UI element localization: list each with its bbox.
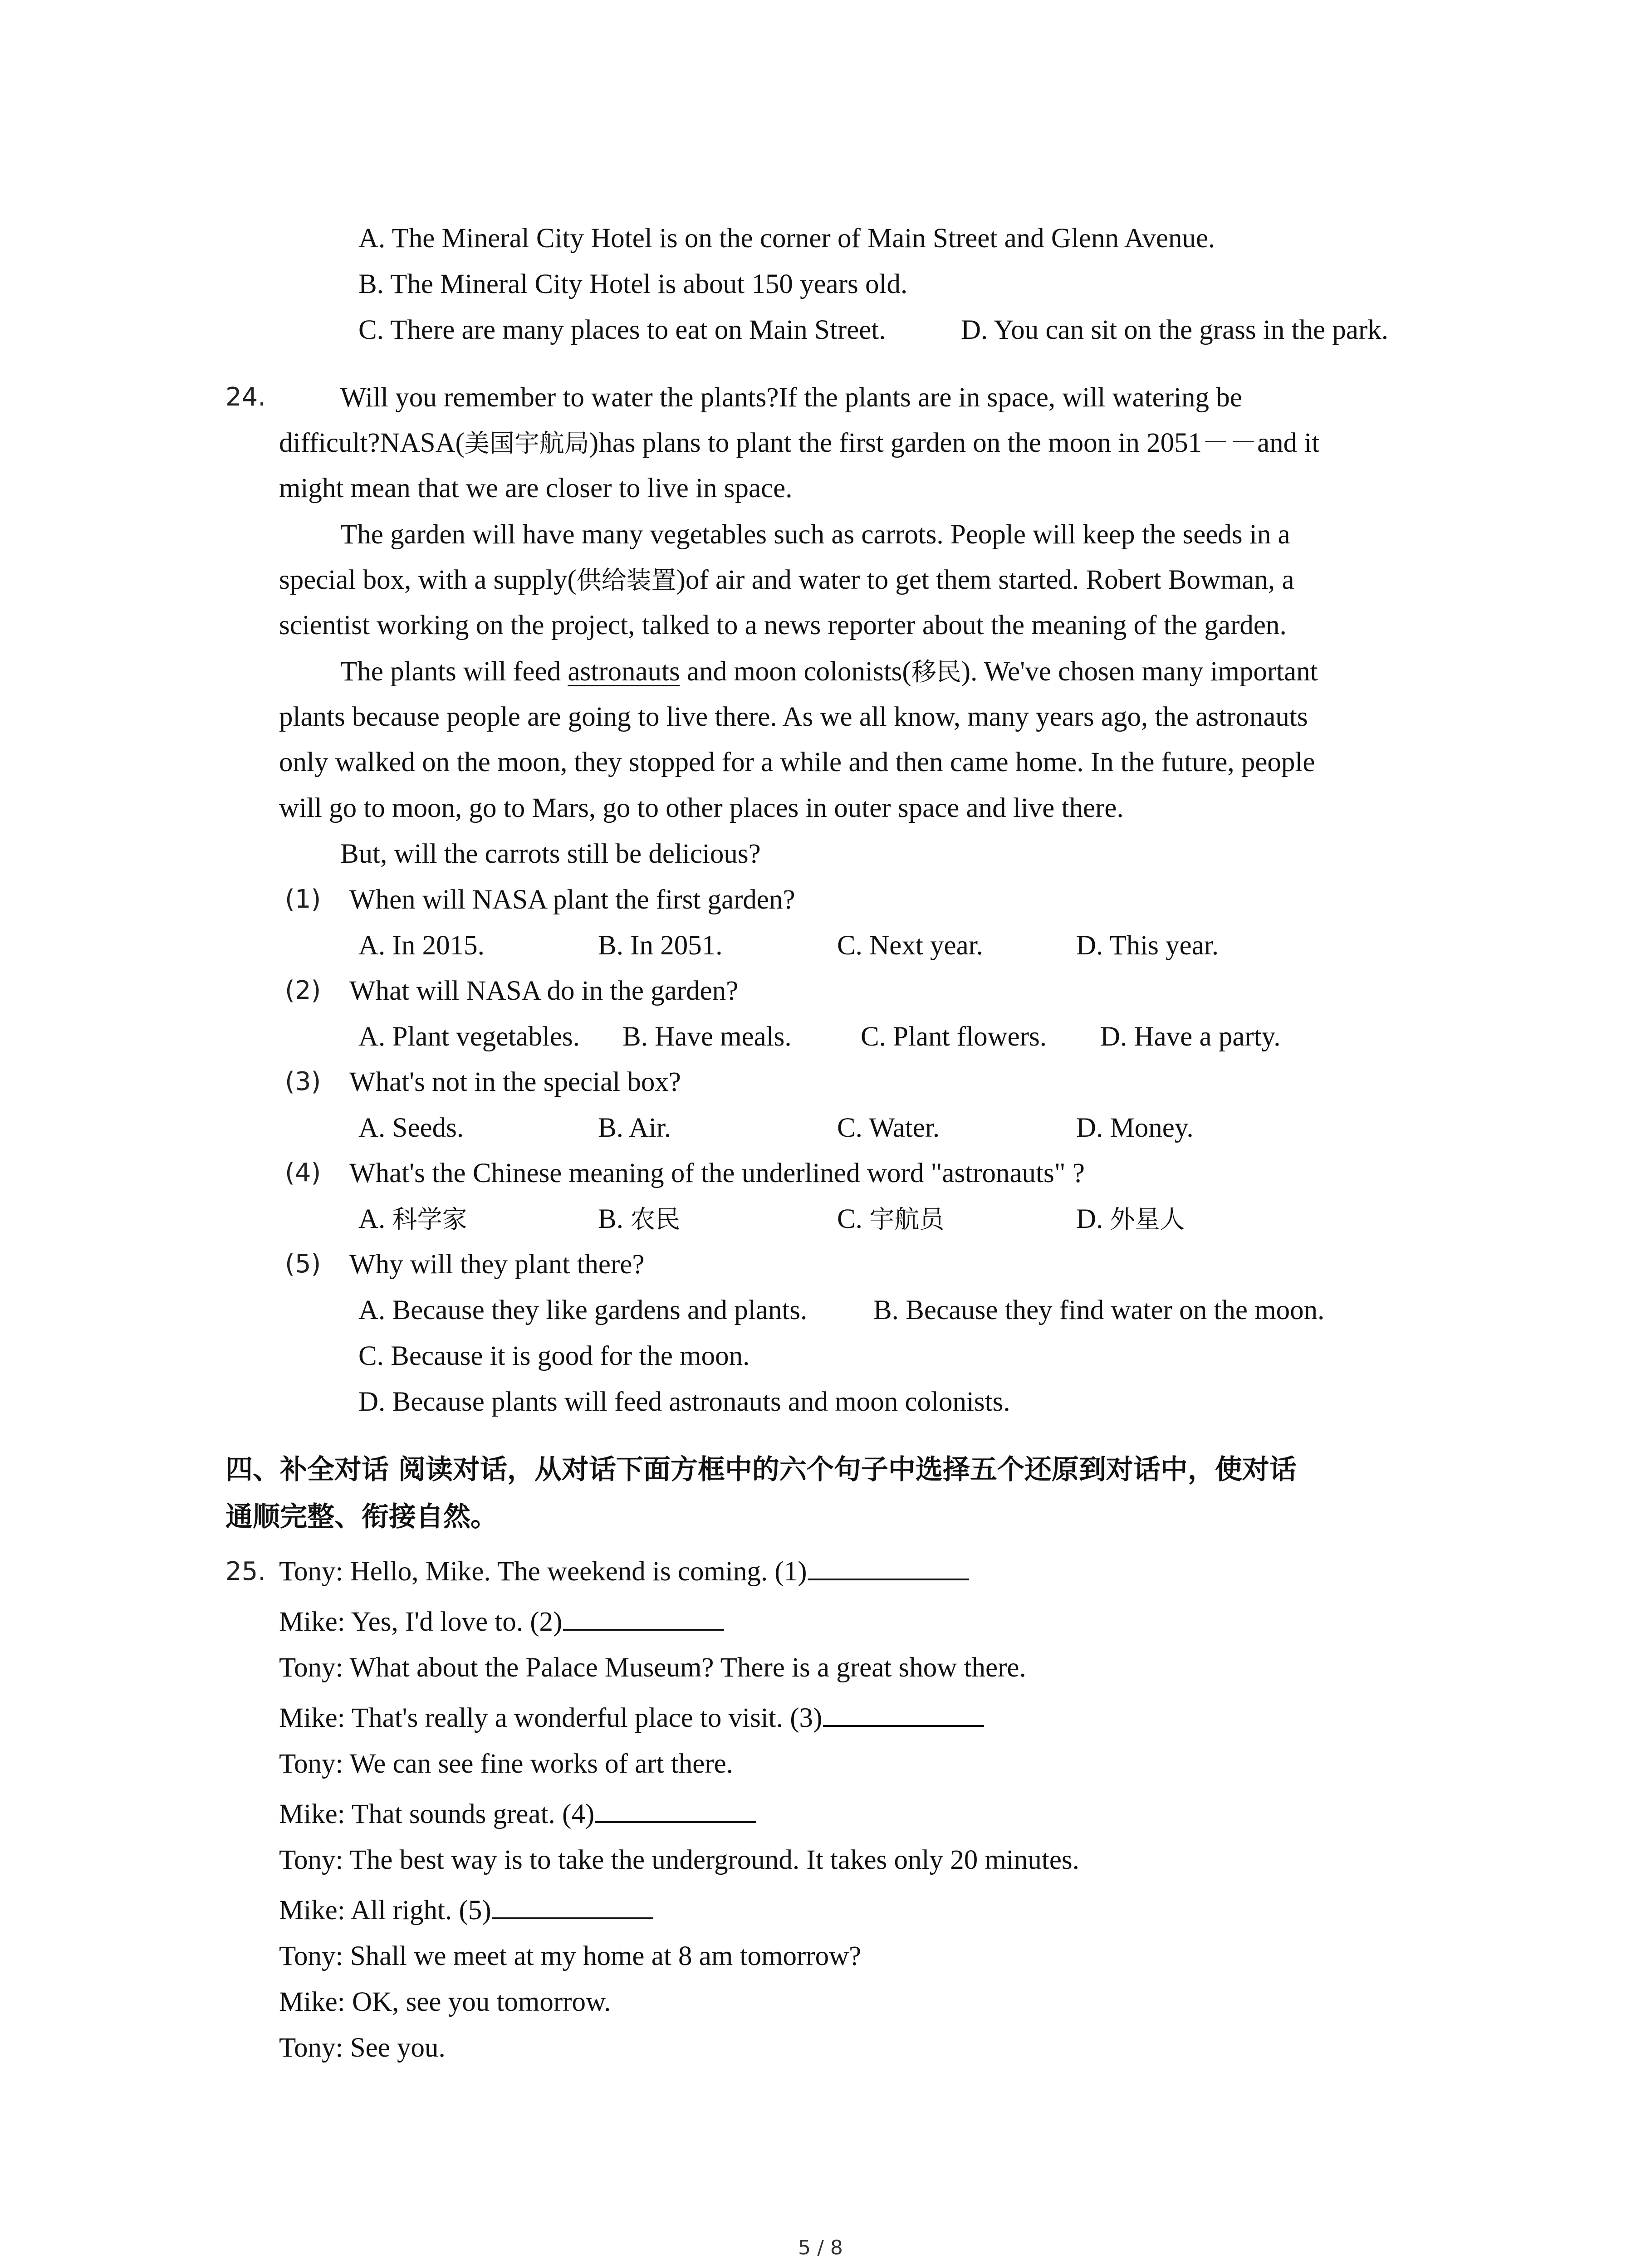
answer-blank[interactable] (563, 1625, 724, 1631)
option-cjk: 农民 (630, 1205, 681, 1234)
option-c: C. Because it is good for the moon. (358, 1341, 750, 1371)
passage-line: only walked on the moon, they stopped for a while and then came home. In the future, people (279, 747, 1315, 777)
page-number: 5 / 8 (798, 2236, 843, 2259)
option-cjk: 宇航员 (869, 1205, 945, 1234)
dialogue-text: Tony: Hello, Mike. The weekend is coming. (1) (279, 1556, 807, 1587)
q23-option-c: C. There are many places to eat on Main Street. (358, 315, 886, 345)
passage-text: and moon colonists( (680, 656, 911, 687)
passage-line (340, 658, 1318, 685)
option-c: C. Water. (837, 1113, 940, 1143)
passage-text: )of air and water to get them started. Robert Bowman, a (676, 565, 1294, 595)
option-letter: A. (358, 1204, 392, 1234)
option-d: D. This year. (1076, 930, 1219, 961)
answer-blank[interactable] (492, 1914, 653, 1919)
subquestion-text: When will NASA plant the first garden? (349, 885, 795, 915)
q23-option-b: B. The Mineral City Hotel is about 150 years old. (358, 269, 908, 299)
option-d: D. Because plants will feed astronauts and moon colonists. (358, 1387, 1010, 1417)
passage-text: difficult?NASA( (279, 428, 465, 458)
passage-line (279, 566, 1294, 594)
option-d: D. Money. (1076, 1113, 1194, 1143)
passage-line: plants because people are going to live there. As we all know, many years ago, the astronauts (279, 702, 1308, 732)
passage-line: will go to moon, go to Mars, go to other places in outer space and live there. (279, 793, 1124, 823)
passage-text: The plants will feed (340, 656, 568, 687)
option-letter: B. (598, 1204, 631, 1234)
passage-line: But, will the carrots still be delicious? (340, 839, 761, 869)
dialogue-line: Tony: See you. (279, 2033, 446, 2063)
option-b: B. Air. (598, 1113, 671, 1143)
passage-line: The garden will have many vegetables such as carrots. People will keep the seeds in a (340, 519, 1290, 550)
option-d: D. Have a party. (1100, 1022, 1281, 1052)
subquestion-number: (3) (285, 1067, 321, 1096)
option-letter: D. (1076, 1204, 1110, 1234)
dialogue-text: Mike: All right. (5) (279, 1895, 491, 1926)
dialogue-text: Mike: Yes, I'd love to. (2) (279, 1607, 563, 1637)
passage-cjk-gloss: 美国宇航局 (464, 429, 589, 458)
underlined-word: astronauts (568, 656, 680, 687)
option-a: A. Seeds. (358, 1113, 464, 1143)
dialogue-line: Tony: We can see fine works of art there. (279, 1749, 733, 1779)
passage-text: )has plans to plant the first garden on the moon in 2051－－and it (589, 428, 1320, 458)
dialogue-line (279, 1897, 653, 1924)
q23-option-a: A. The Mineral City Hotel is on the corner of Main Street and Glenn Avenue. (358, 223, 1215, 254)
option-a: A. Plant vegetables. (358, 1022, 580, 1052)
option-letter: C. (837, 1204, 870, 1234)
option-c: C. Next year. (837, 930, 983, 961)
passage-line: scientist working on the project, talked to a news reporter about the meaning of the garden. (279, 610, 1287, 640)
dialogue-line (279, 1608, 724, 1636)
dialogue-line: Tony: Shall we meet at my home at 8 am tomorrow? (279, 1941, 862, 1971)
dialogue-line: Mike: OK, see you tomorrow. (279, 1987, 611, 2017)
subquestion-text: Why will they plant there? (349, 1249, 645, 1280)
answer-blank[interactable] (595, 1818, 756, 1823)
option-d (1076, 1205, 1185, 1233)
subquestion-text: What's not in the special box? (349, 1067, 681, 1097)
subquestion-number: (1) (285, 885, 321, 914)
q23-option-d: D. You can sit on the grass in the park. (961, 315, 1389, 345)
answer-blank[interactable] (823, 1721, 984, 1727)
passage-line: might mean that we are closer to live in space. (279, 473, 793, 503)
option-a: A. Because they like gardens and plants. (358, 1295, 808, 1325)
subquestion-number: (4) (285, 1158, 321, 1188)
subquestion-number: (2) (285, 976, 321, 1005)
option-cjk: 外星人 (1110, 1205, 1185, 1234)
passage-line (279, 429, 1319, 457)
dialogue-line: Tony: What about the Palace Museum? There is a great show there. (279, 1652, 1026, 1683)
passage-line: Will you remember to water the plants?If the plants are in space, will watering be (340, 382, 1242, 413)
passage-cjk-gloss: 供给装置 (576, 566, 676, 595)
subquestion-text: What will NASA do in the garden? (349, 976, 739, 1006)
dialogue-line: Tony: The best way is to take the underground. It takes only 20 minutes. (279, 1845, 1079, 1875)
option-b: B. Because they find water on the moon. (873, 1295, 1325, 1325)
dialogue-text: Mike: That's really a wonderful place to visit. (3) (279, 1703, 823, 1733)
option-b (598, 1205, 680, 1233)
option-c: C. Plant flowers. (861, 1022, 1047, 1052)
option-a (358, 1205, 467, 1233)
subquestion-text: What's the Chinese meaning of the underlined word "astronauts" ? (349, 1158, 1085, 1188)
option-b: B. In 2051. (598, 930, 723, 961)
section-heading: 通顺完整、衔接自然。 (225, 1501, 498, 1533)
question-number-24: 24. (225, 382, 266, 412)
passage-text: special box, with a supply( (279, 565, 577, 595)
option-c (837, 1205, 944, 1233)
dialogue-line (279, 1704, 984, 1732)
passage-cjk-gloss: 移民 (911, 657, 961, 686)
answer-blank[interactable] (808, 1575, 969, 1580)
dialogue-text: Mike: That sounds great. (4) (279, 1799, 595, 1829)
option-a: A. In 2015. (358, 930, 485, 961)
option-b: B. Have meals. (622, 1022, 792, 1052)
option-cjk: 科学家 (392, 1205, 467, 1234)
question-number-25: 25. (225, 1557, 266, 1586)
dialogue-line (279, 1558, 969, 1585)
section-heading: 四、补全对话 阅读对话，从对话下面方框中的六个句子中选择五个还原到对话中，使对话 (225, 1454, 1297, 1486)
passage-text: ). We've chosen many important (961, 656, 1318, 687)
subquestion-number: (5) (285, 1249, 321, 1279)
dialogue-line (279, 1800, 756, 1828)
